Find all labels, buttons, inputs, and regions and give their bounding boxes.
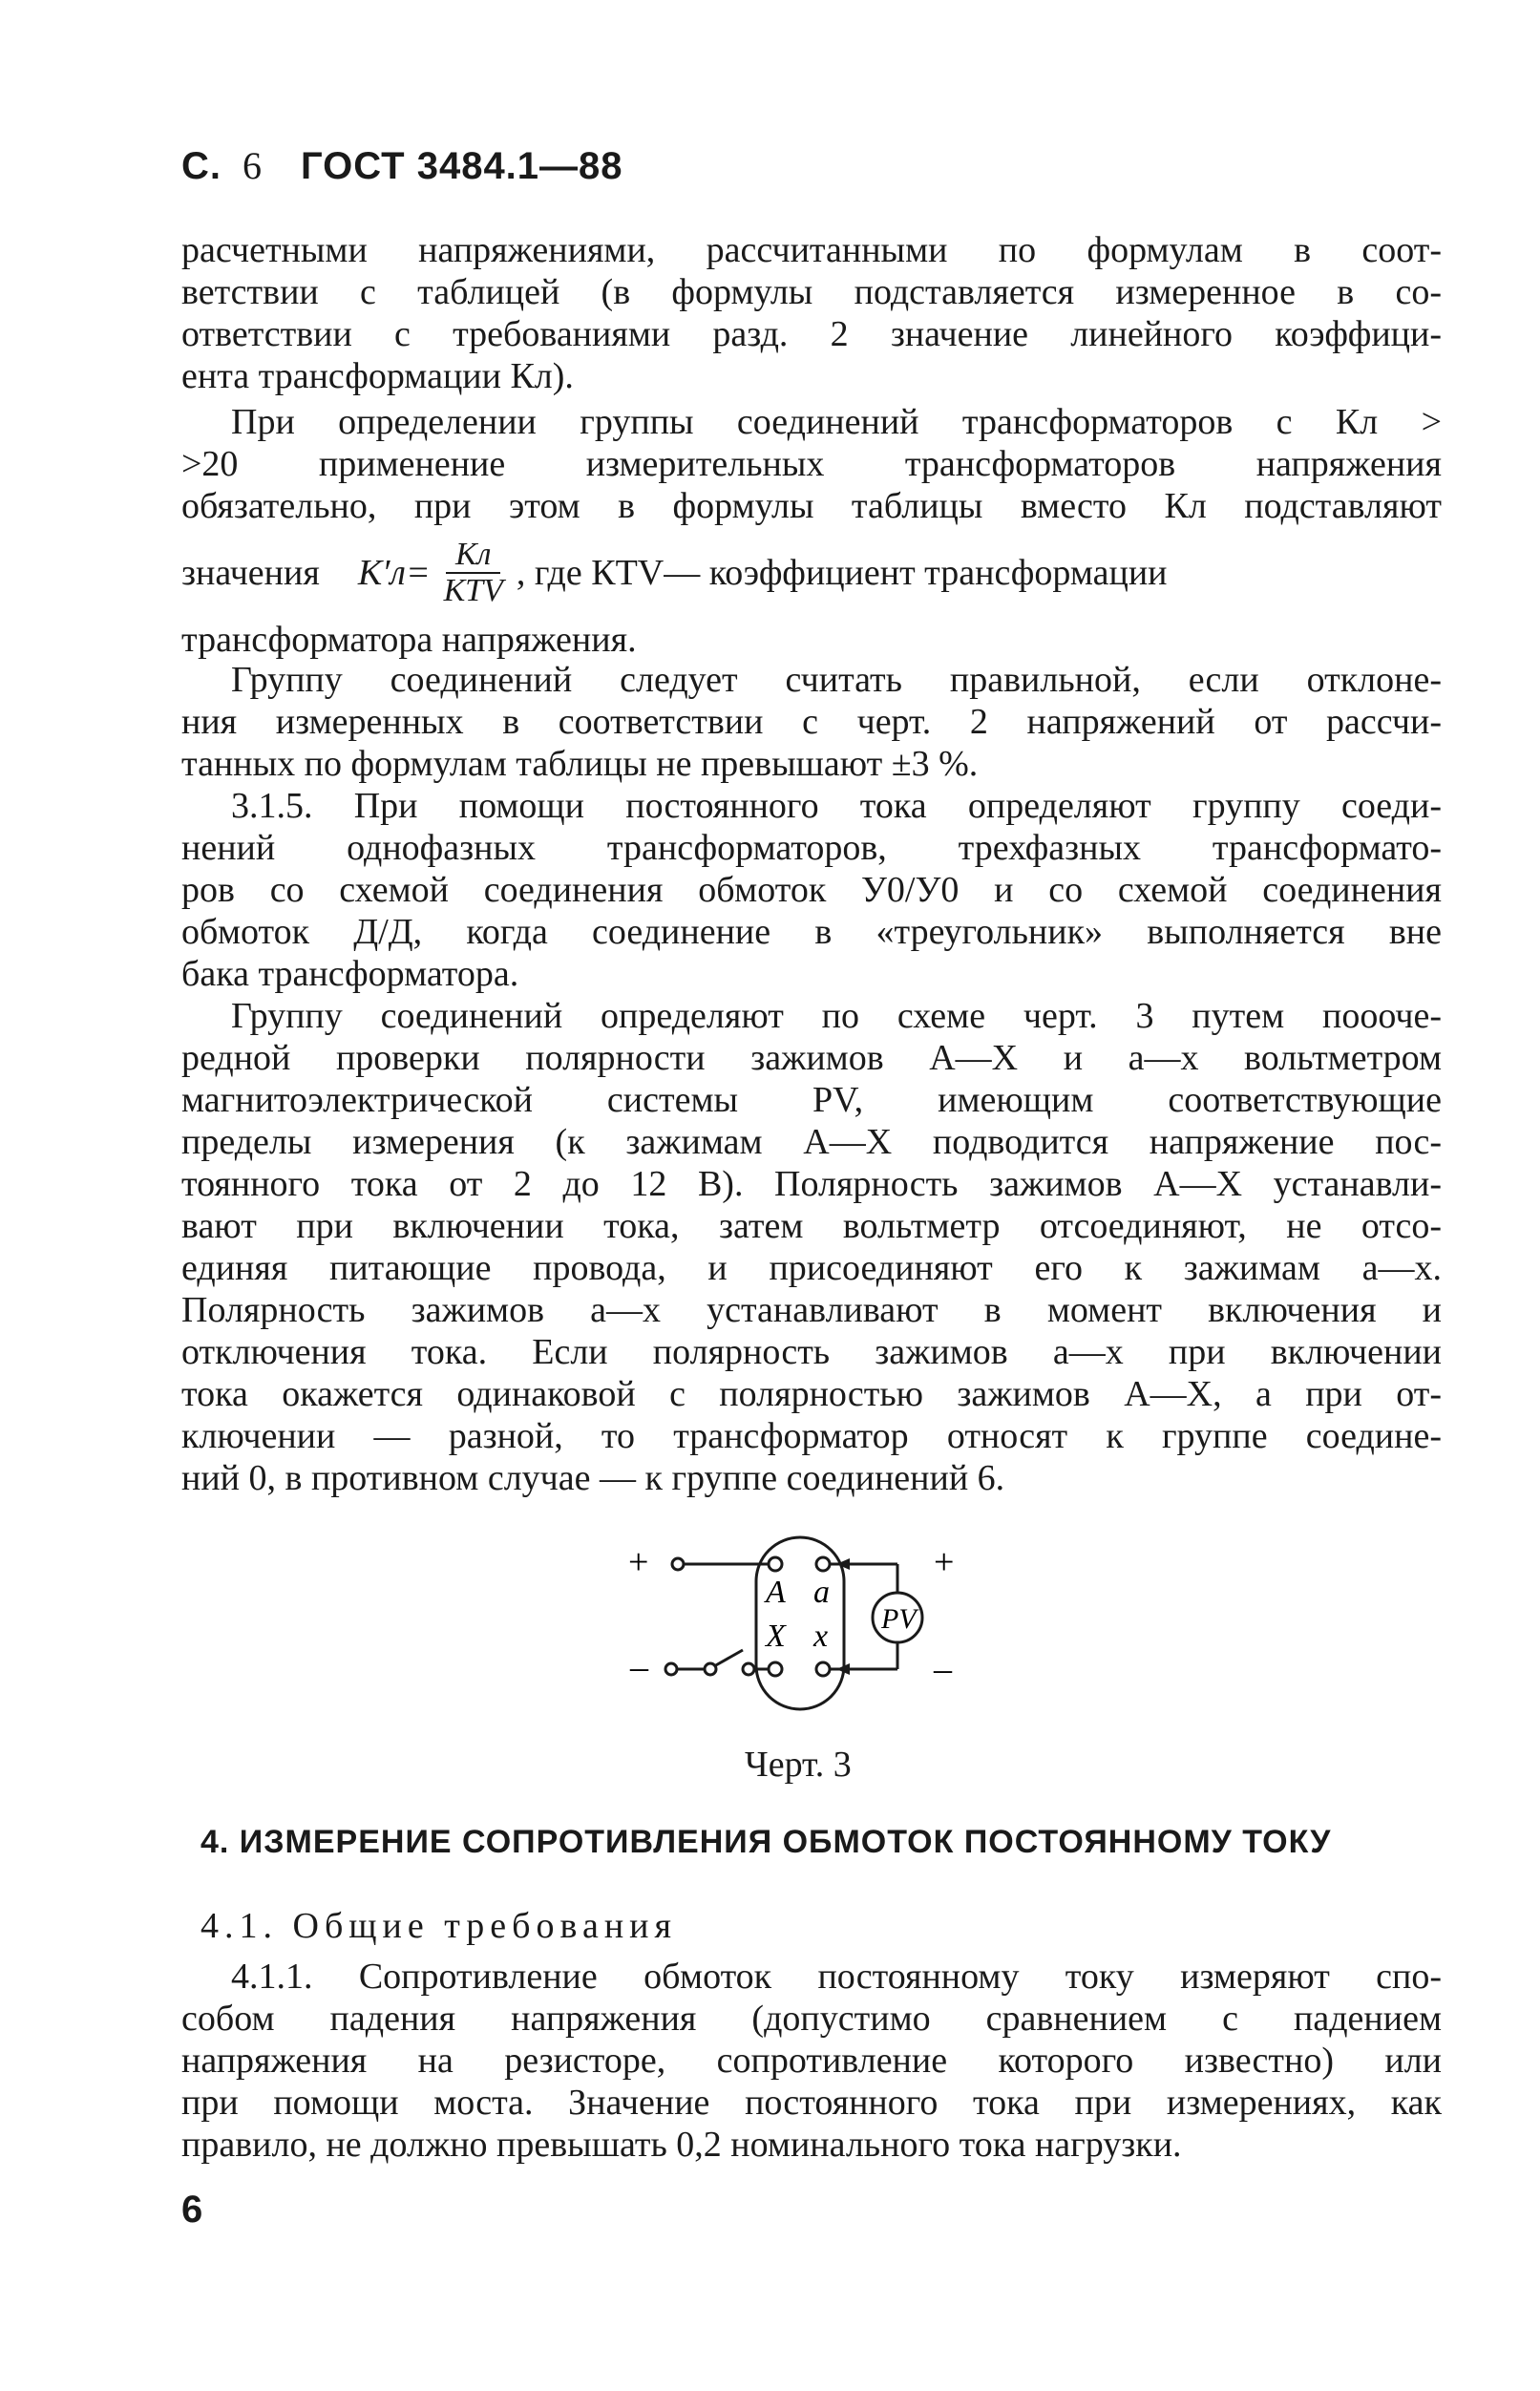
- text-line: правило, не должно превышать 0,2 номинального тока нагрузки.: [181, 2125, 1182, 2165]
- plus-right-label: +: [934, 1542, 955, 1582]
- text-line: ветствии с таблицей (в формулы подставляется измеренное в со-: [181, 272, 1442, 312]
- paragraph-5: [181, 995, 1442, 1499]
- text-line: магнитоэлектрической системы PV, имеющим соответствующие: [181, 1080, 1442, 1120]
- text-line: Группу соединений следует считать правильной, если отклоне-: [231, 660, 1442, 700]
- terminal-x-icon: [816, 1662, 830, 1676]
- subsection-title: 4.1. Общие требования: [200, 1906, 677, 1946]
- terminal-a-label: a: [813, 1575, 830, 1610]
- text-line: Группу соединений определяют по схеме черт. 3 путем поооче-: [231, 996, 1442, 1036]
- text-line: ния измеренных в соответствии с черт. 2 напряжений от рассчи-: [181, 702, 1442, 742]
- switch-contact: [743, 1663, 754, 1675]
- text-line: собом падения напряжения (допустимо сравнением с падением: [181, 1999, 1442, 2039]
- plus-left-label: +: [628, 1542, 649, 1582]
- text-line: При определении группы соединений трансформаторов с Кл >: [231, 402, 1442, 442]
- text-line: при помощи моста. Значение постоянного тока при измерениях, как: [181, 2083, 1442, 2123]
- left-terminal-minus: [665, 1663, 677, 1675]
- text-line: ента трансформации Кл).: [181, 356, 574, 396]
- text-line: обмоток Д/Д, когда соединение в «треугольник» выполняется вне: [181, 912, 1442, 952]
- figure-caption: Черт. 3: [745, 1745, 852, 1785]
- terminal-A-icon: [769, 1557, 782, 1571]
- terminal-a-icon: [816, 1557, 830, 1571]
- text-line: бака трансформатора.: [181, 954, 519, 994]
- minus-left-label: –: [630, 1647, 648, 1687]
- text-line: редной проверки полярности зажимов А—Х и а—х вольтметром: [181, 1038, 1442, 1078]
- formula-tail: , где КTV— коэффициент трансформации: [516, 553, 1168, 593]
- terminal-X-label: X: [766, 1619, 786, 1654]
- text-line: Полярность зажимов а—х устанавливают в момент включения и: [181, 1290, 1442, 1330]
- text-line: единяя питающие провода, и присоединяют его к зажимам а—х.: [181, 1248, 1442, 1288]
- text-line: напряжения на резисторе, сопротивление которого известно) или: [181, 2041, 1442, 2081]
- formula-denominator: КTV: [443, 573, 503, 608]
- terminal-X-icon: [769, 1662, 782, 1676]
- text-line: танных по формулам таблицы не превышают ±3 %.: [181, 744, 979, 784]
- paragraph-3: [181, 659, 1442, 785]
- terminal-x-label: x: [813, 1619, 829, 1654]
- text-line: 4.1.1. Сопротивление обмоток постоянному току измеряют спо-: [231, 1957, 1442, 1997]
- voltmeter-label: PV: [881, 1603, 917, 1635]
- formula-numerator: Кл: [446, 538, 500, 574]
- text-line: трансформатора напряжения.: [181, 620, 637, 660]
- minus-right-label: –: [934, 1649, 952, 1689]
- paragraph-6: [181, 1956, 1442, 2166]
- section-title: 4. ИЗМЕРЕНИЕ СОПРОТИВЛЕНИЯ ОБМОТОК ПОСТОЯННОМУ ТОКУ: [200, 1824, 1332, 1860]
- text-line: тоянного тока от 2 до 12 В). Полярность зажимов А—Х устанавли-: [181, 1164, 1442, 1204]
- formula-lhs: К′л=: [357, 553, 431, 593]
- text-line: ров со схемой соединения обмоток У0/У0 и со схемой соединения: [181, 870, 1442, 910]
- paragraph-1: [181, 229, 1442, 397]
- footer-page-number: 6: [181, 2189, 203, 2231]
- text-line: >20 применение измерительных трансформаторов напряжения: [181, 444, 1442, 484]
- formula-fraction: [444, 538, 503, 608]
- standard-title: ГОСТ 3484.1—88: [301, 145, 623, 187]
- formula-lead: значения: [181, 553, 320, 593]
- text-line: обязательно, при этом в формулы таблицы вместо Кл подставляют: [181, 486, 1442, 526]
- paragraph-2: [181, 401, 1442, 661]
- page-label: С.: [181, 145, 222, 187]
- text-line: отключения тока. Если полярность зажимов а—х при включении: [181, 1332, 1442, 1372]
- text-line: расчетными напряжениями, рассчитанными по формулам в соот-: [181, 230, 1442, 270]
- text-line: ответствии с требованиями разд. 2 значение линейного коэффици-: [181, 314, 1442, 354]
- page-number: 6: [243, 144, 263, 187]
- page-header: [181, 143, 623, 188]
- circuit-diagram: [611, 1528, 993, 1719]
- formula-row: [181, 527, 1442, 619]
- text-line: ключении — разной, то трансформатор относят к группе соедине-: [181, 1416, 1442, 1456]
- text-line: пределы измерения (к зажимам А—Х подводится напряжение пос-: [181, 1122, 1442, 1162]
- text-line: тока окажется одинаковой с полярностью зажимов А—Х, а при от-: [181, 1374, 1442, 1414]
- switch-blade: [714, 1650, 743, 1666]
- text-line: 3.1.5. При помощи постоянного тока определяют группу соеди-: [231, 786, 1442, 826]
- text-line: вают при включении тока, затем вольтметр отсоединяют, не отсо-: [181, 1206, 1442, 1246]
- left-terminal-plus: [672, 1558, 684, 1570]
- text-line: нений однофазных трансформаторов, трехфазных трансформато-: [181, 828, 1442, 868]
- paragraph-4: [181, 785, 1442, 995]
- text-line: ний 0, в противном случае — к группе соединений 6.: [181, 1458, 1005, 1498]
- terminal-A-label: A: [766, 1575, 786, 1610]
